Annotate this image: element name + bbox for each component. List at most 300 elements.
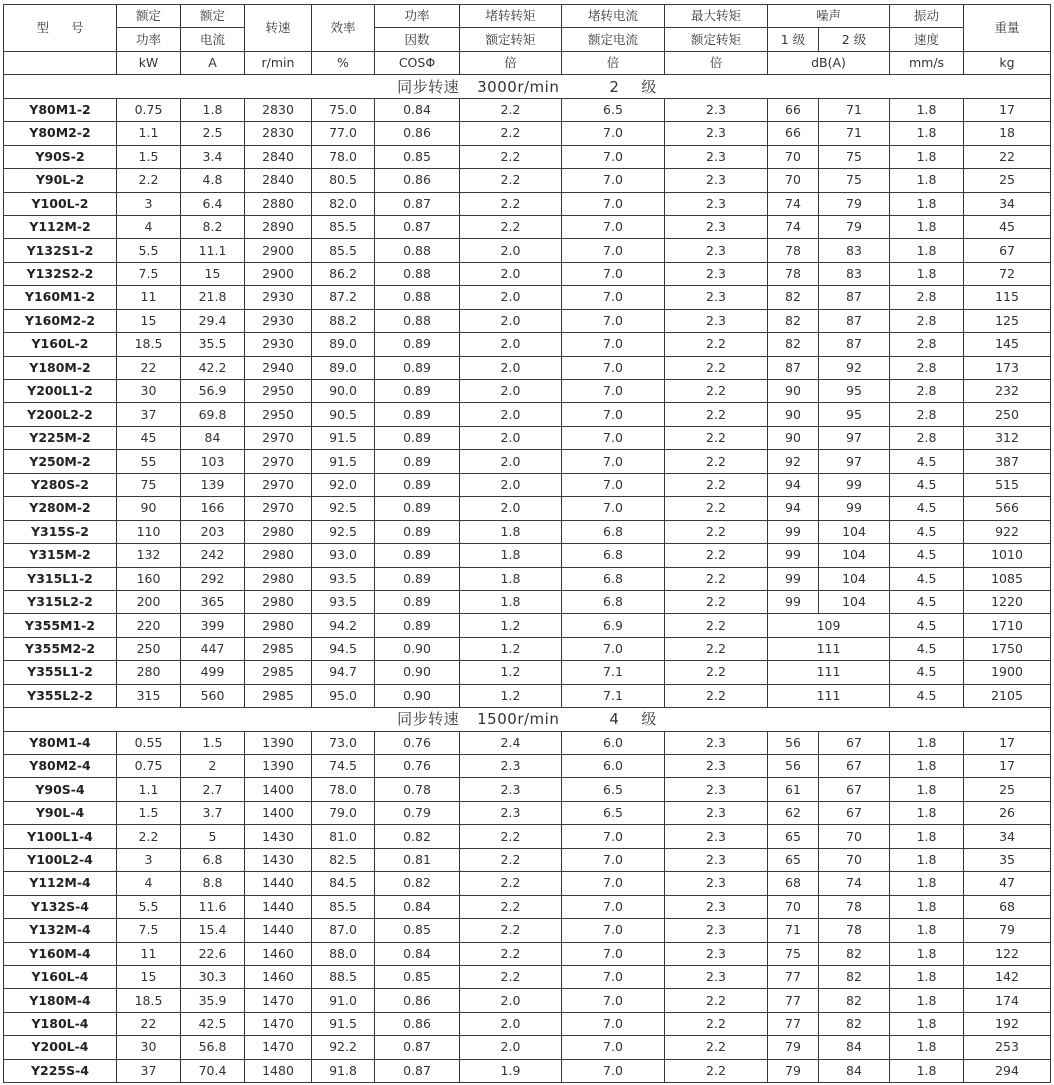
unit-speed: r/min bbox=[245, 51, 312, 74]
cell-locked-torque: 2.2 bbox=[460, 145, 562, 168]
cell-noise-1: 79 bbox=[768, 1036, 819, 1059]
table-row bbox=[4, 309, 1051, 332]
cell-speed: 1470 bbox=[245, 989, 312, 1012]
cell-max-torque: 2.3 bbox=[665, 755, 768, 778]
cell-locked-current: 6.9 bbox=[562, 614, 665, 637]
cell-locked-torque: 2.0 bbox=[460, 262, 562, 285]
cell-efficiency: 91.5 bbox=[312, 450, 375, 473]
cell-power: 3 bbox=[117, 192, 181, 215]
cell-current: 139 bbox=[181, 473, 245, 496]
cell-current: 30.3 bbox=[181, 965, 245, 988]
cell-weight: 47 bbox=[964, 872, 1051, 895]
cell-speed: 2980 bbox=[245, 544, 312, 567]
table-row bbox=[4, 98, 1051, 121]
cell-model: Y90S-4 bbox=[4, 778, 117, 801]
cell-vibration: 1.8 bbox=[890, 98, 964, 121]
cell-power: 37 bbox=[117, 1059, 181, 1082]
cell-noise-2: 104 bbox=[819, 520, 890, 543]
cell-max-torque: 2.2 bbox=[665, 1036, 768, 1059]
cell-max-torque: 2.2 bbox=[665, 590, 768, 613]
cell-model: Y355L2-2 bbox=[4, 684, 117, 707]
cell-efficiency: 82.5 bbox=[312, 848, 375, 871]
cell-locked-current: 7.0 bbox=[562, 192, 665, 215]
cell-power: 1.5 bbox=[117, 145, 181, 168]
cell-vibration: 1.8 bbox=[890, 192, 964, 215]
header-units-row bbox=[4, 51, 1051, 74]
cell-noise-2: 70 bbox=[819, 825, 890, 848]
cell-power-factor: 0.89 bbox=[375, 450, 460, 473]
table-row bbox=[4, 333, 1051, 356]
cell-noise-1: 62 bbox=[768, 801, 819, 824]
cell-efficiency: 91.5 bbox=[312, 426, 375, 449]
cell-vibration: 1.8 bbox=[890, 755, 964, 778]
cell-noise-1: 70 bbox=[768, 145, 819, 168]
cell-locked-current: 7.0 bbox=[562, 169, 665, 192]
cell-locked-torque: 2.0 bbox=[460, 989, 562, 1012]
cell-current: 2 bbox=[181, 755, 245, 778]
cell-weight: 35 bbox=[964, 848, 1051, 871]
cell-weight: 25 bbox=[964, 169, 1051, 192]
cell-noise-2: 99 bbox=[819, 497, 890, 520]
cell-speed: 2980 bbox=[245, 520, 312, 543]
cell-speed: 2930 bbox=[245, 286, 312, 309]
cell-efficiency: 93.0 bbox=[312, 544, 375, 567]
cell-power-factor: 0.86 bbox=[375, 169, 460, 192]
cell-current: 3.7 bbox=[181, 801, 245, 824]
cell-model: Y200L-4 bbox=[4, 1036, 117, 1059]
cell-noise-2: 87 bbox=[819, 309, 890, 332]
cell-vibration: 4.5 bbox=[890, 520, 964, 543]
cell-speed: 1460 bbox=[245, 965, 312, 988]
cell-max-torque: 2.3 bbox=[665, 262, 768, 285]
cell-max-torque: 2.3 bbox=[665, 801, 768, 824]
table-row bbox=[4, 778, 1051, 801]
cell-speed: 1440 bbox=[245, 872, 312, 895]
cell-locked-current: 7.0 bbox=[562, 965, 665, 988]
header-noise-grade1: 1 级 bbox=[768, 28, 819, 51]
cell-vibration: 4.5 bbox=[890, 684, 964, 707]
cell-max-torque: 2.3 bbox=[665, 942, 768, 965]
cell-vibration: 4.5 bbox=[890, 473, 964, 496]
cell-noise-1: 99 bbox=[768, 520, 819, 543]
cell-noise-1: 77 bbox=[768, 989, 819, 1012]
cell-vibration: 1.8 bbox=[890, 778, 964, 801]
cell-speed: 2985 bbox=[245, 684, 312, 707]
table-row bbox=[4, 801, 1051, 824]
cell-locked-current: 7.0 bbox=[562, 215, 665, 238]
cell-vibration: 1.8 bbox=[890, 215, 964, 238]
cell-power-factor: 0.90 bbox=[375, 684, 460, 707]
cell-locked-current: 7.0 bbox=[562, 450, 665, 473]
cell-locked-current: 6.8 bbox=[562, 520, 665, 543]
cell-model: Y180M-4 bbox=[4, 989, 117, 1012]
header-noise: 噪声 bbox=[768, 5, 890, 28]
cell-max-torque: 2.2 bbox=[665, 473, 768, 496]
cell-speed: 2930 bbox=[245, 309, 312, 332]
cell-current: 21.8 bbox=[181, 286, 245, 309]
cell-noise-1: 90 bbox=[768, 403, 819, 426]
cell-power: 3 bbox=[117, 848, 181, 871]
cell-weight: 1710 bbox=[964, 614, 1051, 637]
cell-locked-torque: 2.2 bbox=[460, 942, 562, 965]
cell-weight: 232 bbox=[964, 380, 1051, 403]
cell-vibration: 1.8 bbox=[890, 895, 964, 918]
cell-locked-current: 7.0 bbox=[562, 426, 665, 449]
cell-noise-1: 74 bbox=[768, 192, 819, 215]
cell-max-torque: 2.2 bbox=[665, 989, 768, 1012]
table-row bbox=[4, 286, 1051, 309]
table-row bbox=[4, 262, 1051, 285]
cell-max-torque: 2.3 bbox=[665, 825, 768, 848]
cell-weight: 79 bbox=[964, 919, 1051, 942]
cell-speed: 1400 bbox=[245, 778, 312, 801]
cell-vibration: 1.8 bbox=[890, 965, 964, 988]
cell-power-factor: 0.89 bbox=[375, 590, 460, 613]
cell-efficiency: 93.5 bbox=[312, 590, 375, 613]
cell-max-torque: 2.3 bbox=[665, 778, 768, 801]
table-row bbox=[4, 825, 1051, 848]
cell-max-torque: 2.3 bbox=[665, 309, 768, 332]
cell-power-factor: 0.86 bbox=[375, 122, 460, 145]
cell-weight: 17 bbox=[964, 731, 1051, 754]
cell-model: Y315M-2 bbox=[4, 544, 117, 567]
cell-power-factor: 0.76 bbox=[375, 755, 460, 778]
cell-power: 280 bbox=[117, 661, 181, 684]
cell-speed: 1390 bbox=[245, 755, 312, 778]
cell-locked-torque: 2.0 bbox=[460, 286, 562, 309]
header-model: 型 号 bbox=[4, 5, 117, 52]
cell-power-factor: 0.90 bbox=[375, 661, 460, 684]
cell-efficiency: 75.0 bbox=[312, 98, 375, 121]
cell-model: Y132S1-2 bbox=[4, 239, 117, 262]
header-vibration-a: 振动 bbox=[890, 5, 964, 28]
cell-noise-1: 65 bbox=[768, 825, 819, 848]
cell-noise-2: 87 bbox=[819, 286, 890, 309]
cell-model: Y180M-2 bbox=[4, 356, 117, 379]
cell-power-factor: 0.76 bbox=[375, 731, 460, 754]
table-row bbox=[4, 661, 1051, 684]
cell-efficiency: 87.0 bbox=[312, 919, 375, 942]
cell-speed: 2970 bbox=[245, 497, 312, 520]
cell-current: 1.5 bbox=[181, 731, 245, 754]
cell-locked-torque: 2.0 bbox=[460, 380, 562, 403]
cell-max-torque: 2.3 bbox=[665, 286, 768, 309]
cell-power-factor: 0.89 bbox=[375, 380, 460, 403]
cell-power-factor: 0.78 bbox=[375, 778, 460, 801]
table-row bbox=[4, 567, 1051, 590]
cell-power: 75 bbox=[117, 473, 181, 496]
cell-current: 292 bbox=[181, 567, 245, 590]
cell-locked-torque: 2.2 bbox=[460, 965, 562, 988]
cell-locked-current: 7.0 bbox=[562, 989, 665, 1012]
table-row bbox=[4, 426, 1051, 449]
cell-efficiency: 85.5 bbox=[312, 895, 375, 918]
unit-noise: dB(A) bbox=[768, 51, 890, 74]
cell-model: Y160M2-2 bbox=[4, 309, 117, 332]
cell-locked-torque: 1.8 bbox=[460, 590, 562, 613]
cell-power: 2.2 bbox=[117, 169, 181, 192]
cell-noise-2: 95 bbox=[819, 403, 890, 426]
cell-locked-torque: 2.0 bbox=[460, 239, 562, 262]
table-row bbox=[4, 450, 1051, 473]
table-row bbox=[4, 192, 1051, 215]
cell-current: 15.4 bbox=[181, 919, 245, 942]
cell-efficiency: 84.5 bbox=[312, 872, 375, 895]
cell-vibration: 4.5 bbox=[890, 450, 964, 473]
cell-locked-torque: 2.0 bbox=[460, 450, 562, 473]
cell-efficiency: 77.0 bbox=[312, 122, 375, 145]
cell-locked-torque: 2.0 bbox=[460, 403, 562, 426]
cell-locked-current: 7.0 bbox=[562, 403, 665, 426]
cell-noise-1: 70 bbox=[768, 895, 819, 918]
header-power-a: 额定 bbox=[117, 5, 181, 28]
cell-speed: 2930 bbox=[245, 333, 312, 356]
cell-power-factor: 0.89 bbox=[375, 356, 460, 379]
table-row bbox=[4, 1036, 1051, 1059]
table-row bbox=[4, 544, 1051, 567]
cell-noise-1: 87 bbox=[768, 356, 819, 379]
cell-locked-current: 7.0 bbox=[562, 1012, 665, 1035]
cell-locked-current: 7.0 bbox=[562, 872, 665, 895]
cell-efficiency: 94.5 bbox=[312, 637, 375, 660]
cell-locked-torque: 2.2 bbox=[460, 122, 562, 145]
cell-noise-2: 78 bbox=[819, 895, 890, 918]
cell-max-torque: 2.3 bbox=[665, 239, 768, 262]
cell-noise-2: 79 bbox=[819, 192, 890, 215]
unit-power-factor: COSΦ bbox=[375, 51, 460, 74]
cell-power: 7.5 bbox=[117, 262, 181, 285]
cell-current: 42.5 bbox=[181, 1012, 245, 1035]
cell-vibration: 1.8 bbox=[890, 731, 964, 754]
cell-locked-torque: 1.2 bbox=[460, 684, 562, 707]
cell-power: 315 bbox=[117, 684, 181, 707]
cell-current: 2.7 bbox=[181, 778, 245, 801]
cell-speed: 2950 bbox=[245, 403, 312, 426]
cell-power-factor: 0.82 bbox=[375, 872, 460, 895]
table-row bbox=[4, 684, 1051, 707]
cell-max-torque: 2.2 bbox=[665, 497, 768, 520]
cell-power-factor: 0.84 bbox=[375, 942, 460, 965]
cell-noise-1: 65 bbox=[768, 848, 819, 871]
cell-weight: 173 bbox=[964, 356, 1051, 379]
cell-noise-2: 83 bbox=[819, 239, 890, 262]
header-locked-torque-b: 额定转矩 bbox=[460, 28, 562, 51]
cell-max-torque: 2.3 bbox=[665, 145, 768, 168]
cell-model: Y90L-4 bbox=[4, 801, 117, 824]
cell-max-torque: 2.2 bbox=[665, 661, 768, 684]
cell-noise-1: 99 bbox=[768, 567, 819, 590]
cell-locked-current: 7.0 bbox=[562, 286, 665, 309]
cell-max-torque: 2.2 bbox=[665, 520, 768, 543]
cell-power-factor: 0.89 bbox=[375, 497, 460, 520]
cell-speed: 2940 bbox=[245, 356, 312, 379]
cell-current: 22.6 bbox=[181, 942, 245, 965]
cell-power-factor: 0.90 bbox=[375, 637, 460, 660]
cell-locked-current: 7.0 bbox=[562, 1036, 665, 1059]
cell-noise-2: 78 bbox=[819, 919, 890, 942]
table-row bbox=[4, 919, 1051, 942]
cell-locked-current: 7.0 bbox=[562, 637, 665, 660]
cell-current: 6.8 bbox=[181, 848, 245, 871]
cell-model: Y280M-2 bbox=[4, 497, 117, 520]
cell-weight: 34 bbox=[964, 192, 1051, 215]
cell-noise-1: 78 bbox=[768, 262, 819, 285]
cell-efficiency: 91.0 bbox=[312, 989, 375, 1012]
header-power-b: 功率 bbox=[117, 28, 181, 51]
cell-power: 200 bbox=[117, 590, 181, 613]
cell-vibration: 1.8 bbox=[890, 145, 964, 168]
cell-model: Y160M1-2 bbox=[4, 286, 117, 309]
unit-max-torque: 倍 bbox=[665, 51, 768, 74]
cell-max-torque: 2.3 bbox=[665, 919, 768, 942]
cell-power: 22 bbox=[117, 356, 181, 379]
cell-power-factor: 0.86 bbox=[375, 1012, 460, 1035]
cell-noise-2: 92 bbox=[819, 356, 890, 379]
cell-model: Y280S-2 bbox=[4, 473, 117, 496]
cell-model: Y315L1-2 bbox=[4, 567, 117, 590]
cell-current: 103 bbox=[181, 450, 245, 473]
cell-efficiency: 74.5 bbox=[312, 755, 375, 778]
header-current-b: 电流 bbox=[181, 28, 245, 51]
unit-vibration: mm/s bbox=[890, 51, 964, 74]
cell-max-torque: 2.2 bbox=[665, 356, 768, 379]
cell-power-factor: 0.88 bbox=[375, 262, 460, 285]
cell-speed: 2900 bbox=[245, 262, 312, 285]
cell-noise-2: 67 bbox=[819, 731, 890, 754]
cell-noise-1: 99 bbox=[768, 590, 819, 613]
cell-locked-torque: 2.0 bbox=[460, 473, 562, 496]
cell-weight: 26 bbox=[964, 801, 1051, 824]
cell-power: 5.5 bbox=[117, 895, 181, 918]
header-speed: 转速 bbox=[245, 5, 312, 52]
cell-vibration: 2.8 bbox=[890, 356, 964, 379]
cell-noise: 111 bbox=[768, 661, 890, 684]
table-row bbox=[4, 731, 1051, 754]
cell-power-factor: 0.89 bbox=[375, 567, 460, 590]
cell-locked-torque: 1.2 bbox=[460, 614, 562, 637]
cell-efficiency: 86.2 bbox=[312, 262, 375, 285]
cell-current: 35.5 bbox=[181, 333, 245, 356]
cell-efficiency: 80.5 bbox=[312, 169, 375, 192]
cell-current: 11.6 bbox=[181, 895, 245, 918]
cell-speed: 2980 bbox=[245, 590, 312, 613]
cell-locked-torque: 2.0 bbox=[460, 426, 562, 449]
cell-current: 399 bbox=[181, 614, 245, 637]
cell-efficiency: 88.5 bbox=[312, 965, 375, 988]
cell-noise-2: 82 bbox=[819, 942, 890, 965]
cell-locked-current: 7.0 bbox=[562, 825, 665, 848]
cell-noise-1: 94 bbox=[768, 473, 819, 496]
cell-current: 2.5 bbox=[181, 122, 245, 145]
cell-noise-2: 75 bbox=[819, 145, 890, 168]
cell-weight: 25 bbox=[964, 778, 1051, 801]
cell-vibration: 2.8 bbox=[890, 403, 964, 426]
cell-noise-1: 90 bbox=[768, 380, 819, 403]
cell-power: 0.75 bbox=[117, 755, 181, 778]
cell-max-torque: 2.3 bbox=[665, 215, 768, 238]
cell-model: Y160L-2 bbox=[4, 333, 117, 356]
table-row bbox=[4, 145, 1051, 168]
cell-vibration: 2.8 bbox=[890, 309, 964, 332]
cell-power: 250 bbox=[117, 637, 181, 660]
cell-locked-current: 7.0 bbox=[562, 145, 665, 168]
cell-speed: 2890 bbox=[245, 215, 312, 238]
cell-weight: 17 bbox=[964, 98, 1051, 121]
header-current-a: 额定 bbox=[181, 5, 245, 28]
cell-vibration: 4.5 bbox=[890, 614, 964, 637]
cell-noise-1: 79 bbox=[768, 1059, 819, 1082]
cell-vibration: 1.8 bbox=[890, 1012, 964, 1035]
cell-vibration: 4.5 bbox=[890, 497, 964, 520]
cell-noise-2: 104 bbox=[819, 590, 890, 613]
header-locked-current-a: 堵转电流 bbox=[562, 5, 665, 28]
cell-speed: 1480 bbox=[245, 1059, 312, 1082]
cell-model: Y132S-4 bbox=[4, 895, 117, 918]
cell-locked-torque: 1.8 bbox=[460, 520, 562, 543]
cell-noise-1: 74 bbox=[768, 215, 819, 238]
cell-model: Y112M-2 bbox=[4, 215, 117, 238]
cell-noise-2: 87 bbox=[819, 333, 890, 356]
cell-vibration: 1.8 bbox=[890, 825, 964, 848]
table-row bbox=[4, 614, 1051, 637]
cell-speed: 1440 bbox=[245, 895, 312, 918]
table-row bbox=[4, 942, 1051, 965]
cell-weight: 22 bbox=[964, 145, 1051, 168]
cell-weight: 2105 bbox=[964, 684, 1051, 707]
cell-weight: 253 bbox=[964, 1036, 1051, 1059]
cell-noise-2: 71 bbox=[819, 98, 890, 121]
cell-efficiency: 92.5 bbox=[312, 497, 375, 520]
cell-speed: 2970 bbox=[245, 450, 312, 473]
cell-noise-1: 82 bbox=[768, 286, 819, 309]
unit-current: A bbox=[181, 51, 245, 74]
cell-weight: 145 bbox=[964, 333, 1051, 356]
cell-speed: 1430 bbox=[245, 825, 312, 848]
cell-power-factor: 0.87 bbox=[375, 215, 460, 238]
cell-noise-1: 66 bbox=[768, 122, 819, 145]
cell-current: 447 bbox=[181, 637, 245, 660]
table-row bbox=[4, 520, 1051, 543]
cell-speed: 2830 bbox=[245, 122, 312, 145]
cell-locked-torque: 2.3 bbox=[460, 755, 562, 778]
cell-locked-current: 7.0 bbox=[562, 497, 665, 520]
cell-noise-1: 90 bbox=[768, 426, 819, 449]
cell-speed: 1470 bbox=[245, 1036, 312, 1059]
table-row bbox=[4, 895, 1051, 918]
cell-power-factor: 0.82 bbox=[375, 825, 460, 848]
cell-weight: 1220 bbox=[964, 590, 1051, 613]
cell-model: Y250M-2 bbox=[4, 450, 117, 473]
cell-model: Y90S-2 bbox=[4, 145, 117, 168]
cell-locked-current: 7.0 bbox=[562, 122, 665, 145]
cell-power: 160 bbox=[117, 567, 181, 590]
cell-weight: 312 bbox=[964, 426, 1051, 449]
cell-efficiency: 91.8 bbox=[312, 1059, 375, 1082]
cell-current: 365 bbox=[181, 590, 245, 613]
cell-noise: 111 bbox=[768, 684, 890, 707]
cell-vibration: 4.5 bbox=[890, 590, 964, 613]
cell-model: Y315S-2 bbox=[4, 520, 117, 543]
table-row bbox=[4, 965, 1051, 988]
cell-model: Y160M-4 bbox=[4, 942, 117, 965]
cell-max-torque: 2.2 bbox=[665, 637, 768, 660]
cell-locked-torque: 2.2 bbox=[460, 919, 562, 942]
cell-model: Y100L1-4 bbox=[4, 825, 117, 848]
cell-power: 30 bbox=[117, 380, 181, 403]
cell-locked-torque: 2.3 bbox=[460, 801, 562, 824]
cell-vibration: 4.5 bbox=[890, 661, 964, 684]
cell-max-torque: 2.3 bbox=[665, 122, 768, 145]
